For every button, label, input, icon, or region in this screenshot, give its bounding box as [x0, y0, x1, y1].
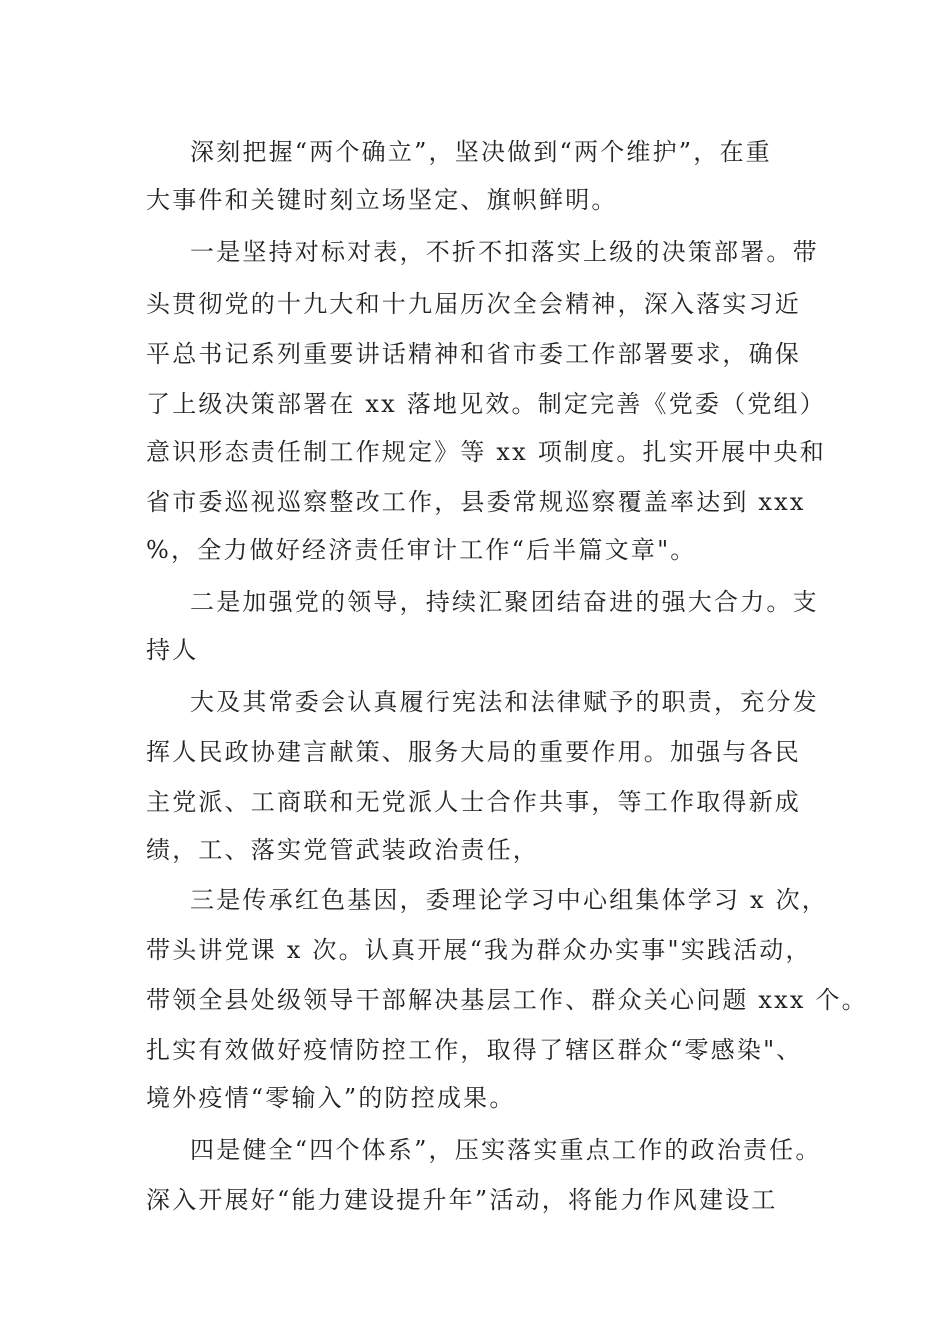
text-line: 二是加强党的领导，持续汇聚团结奋进的强大合力。支 — [190, 588, 819, 616]
text-line: 平总书记系列重要讲话精神和省市委工作部署要求，确保 — [146, 340, 801, 368]
text-line: 主党派、工商联和无党派人士合作共事，等工作取得新成 — [146, 788, 801, 816]
text-line: 三是传承红色基因，委理论学习中心组集体学习 x 次， — [190, 886, 828, 914]
text-line: 深入开展好“能力建设提升年”活动，将能力作风建设工 — [146, 1186, 778, 1214]
text-line: 挥人民政协建言献策、服务大局的重要作用。加强与各民 — [146, 738, 801, 766]
text-line: 境外疫情“零输入”的防控成果。 — [146, 1084, 516, 1112]
text-line: 了上级决策部署在 xx 落地见效。制定完善《党委（党组） — [146, 390, 826, 418]
text-line: 扎实有效做好疫情防控工作，取得了辖区群众“零感染"、 — [146, 1036, 803, 1064]
text-line: 一是坚持对标对表，不折不扣落实上级的决策部署。带 — [190, 238, 819, 266]
text-line: 带领全县处级领导干部解决基层工作、群众关心问题 xxx 个。 — [146, 986, 868, 1014]
text-line: 意识形态责任制工作规定》等 xx 项制度。扎实开展中央和 — [146, 438, 826, 466]
text-line: 头贯彻党的十九大和十九届历次全会精神，深入落实习近 — [146, 290, 801, 318]
text-line: 深刻把握“两个确立”，坚决做到“两个维护”，在重 — [190, 138, 772, 166]
text-line: 带头讲党课 x 次。认真开展“我为群众办实事"实践活动， — [146, 936, 812, 964]
text-line: 持人 — [146, 636, 199, 664]
text-line: 大及其常委会认真履行宪法和法律赋予的职责，充分发 — [190, 688, 819, 716]
text-line: 四是健全“四个体系”，压实落实重点工作的政治责任。 — [190, 1136, 822, 1164]
text-line: 省市委巡视巡察整改工作，县委常规巡察覆盖率达到 xxx — [146, 488, 806, 516]
text-line: %，全力做好经济责任审计工作“后半篇文章"。 — [146, 536, 697, 564]
text-line: 绩，工、落实党管武装政治责任， — [146, 836, 539, 864]
text-line: 大事件和关键时刻立场坚定、旗帜鲜明。 — [146, 186, 618, 214]
